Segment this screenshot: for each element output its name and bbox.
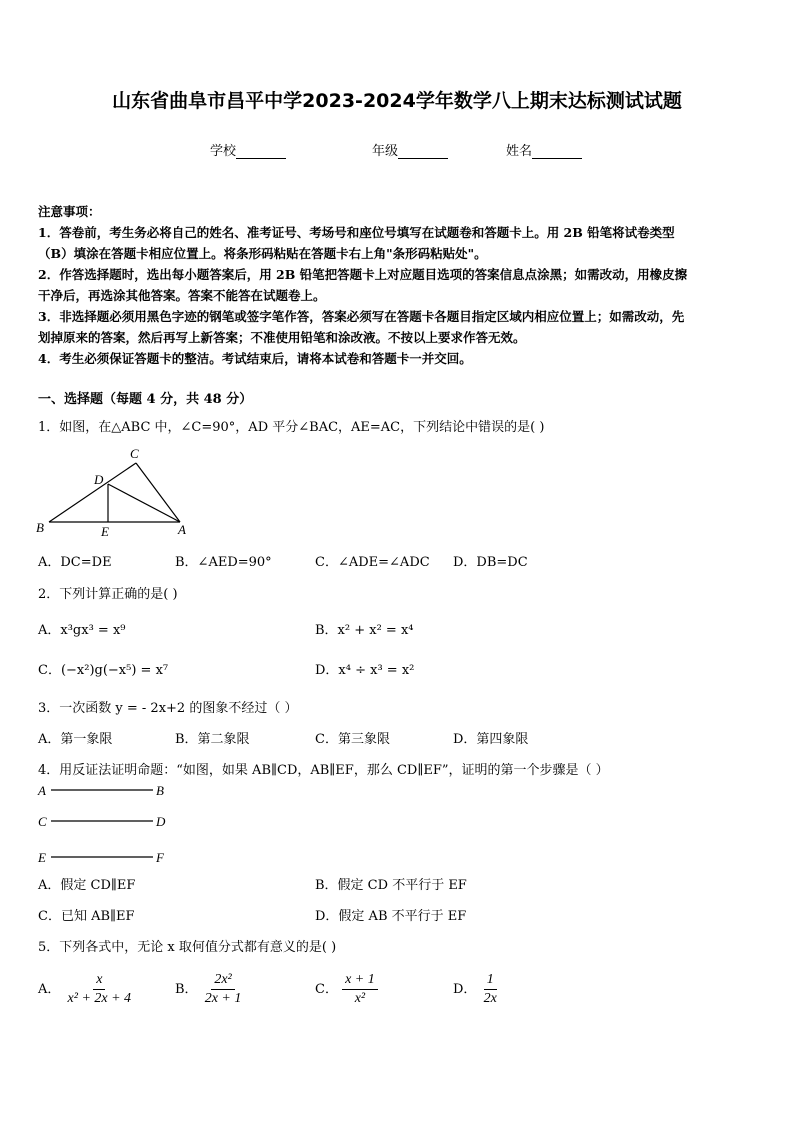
q5-a-denominator: x² + 2x + 4 [67,991,132,1006]
label-C: C [38,814,47,829]
q5-d-denominator: 2x [483,991,497,1006]
q4-stem: 4．用反证法证明命题：“如图，如果 AB∥CD，AB∥EF，那么 CD∥EF”，证明的第一个步骤是（ ） [38,763,609,778]
note-3a: 3．非选择题必须用黑色字迹的钢笔或签字笔作答，答案必须写在答题卡各题目指定区域内相应位置上；如需改动，先 [38,309,685,324]
school-field[interactable] [210,140,286,159]
notes-heading: 注意事项： [38,204,101,219]
note-3b: 划掉原来的答案，然后再写上新答案；不准使用铅笔和涂改液。不按以上要求作答无效。 [38,330,526,345]
q3-option-a[interactable]: A．第一象限 [38,732,113,747]
label-A: A [38,783,46,798]
q5-option-d[interactable] [453,972,500,1007]
q5-option-c[interactable] [315,972,378,1007]
label-C: C [130,446,139,461]
seg-CA [136,463,180,522]
q4-option-c[interactable]: C．已知 AB∥EF [38,909,135,924]
label-E: E [101,524,109,539]
q5-stem: 5．下列各式中，无论 x 取何值分式都有意义的是( ) [38,940,337,955]
label-D: D [156,814,166,829]
school-blank[interactable] [236,146,286,159]
q4-option-d[interactable]: D．假定 AB 不平行于 EF [315,909,467,924]
notes-block [38,201,760,369]
q5-d-numerator: 1 [484,972,497,990]
q5-option-b[interactable] [175,972,244,1007]
q5-option-b-letter: B． [175,982,198,997]
q5-b-numerator: 2x² [211,972,234,990]
q1-triangle-figure [30,444,200,539]
label-F: F [156,850,164,865]
q5-b-denominator: 2x + 1 [204,991,242,1006]
q4-parallel-lines-figure [34,780,184,870]
page-title: 山东省曲阜市昌平中学2023-2024学年数学八上期末达标测试试题 [112,90,682,112]
q3-option-c[interactable]: C．第三象限 [315,732,390,747]
grade-label: 年级 [372,144,399,159]
q5-c-numerator: x + 1 [342,972,378,990]
note-1a: 1．答卷前，考生务必将自己的姓名、准考证号、考场号和座位号填写在试题卷和答题卡上。用 2B 铅笔将试卷类型 [38,225,675,240]
q2-stem: 2．下列计算正确的是( ) [38,587,178,602]
label-B: B [156,783,164,798]
q1-stem: 1．如图，在△ABC 中，∠C=90°，AD 平分∠BAC，AE=AC，下列结论中错误的是( ) [38,420,545,435]
q2-option-d[interactable]: D．x⁴ ÷ x³ = x² [315,663,415,678]
grade-blank[interactable] [398,146,448,159]
q5-option-b-fraction [202,972,245,1007]
section-heading: 一、选择题（每题 4 分，共 48 分） [38,392,253,407]
q4-option-b[interactable]: B．假定 CD 不平行于 EF [315,878,467,893]
q1-option-a[interactable]: A．DC=DE [38,555,112,570]
school-label: 学校 [210,144,237,159]
q2-option-b[interactable]: B．x² + x² = x⁴ [315,623,414,638]
q3-stem: 3．一次函数 y = - 2x+2 的图象不经过（ ） [38,701,298,716]
name-field[interactable] [506,140,582,159]
note-4: 4．考生必须保证答题卡的整洁。考试结束后，请将本试卷和答题卡一并交回。 [38,351,472,366]
q5-a-numerator: x [93,972,105,990]
q1-option-d[interactable]: D．DB=DC [453,555,528,570]
name-label: 姓名 [506,144,533,159]
seg-AD [108,484,180,522]
q5-c-denominator: x² [354,991,366,1006]
grade-field[interactable] [372,140,448,159]
q4-option-a[interactable]: A．假定 CD∥EF [38,878,136,893]
note-2b: 干净后，再选涂其他答案。答案不能答在试题卷上。 [38,288,326,303]
q1-option-c[interactable]: C．∠ADE=∠ADC [315,555,430,570]
q5-option-c-letter: C． [315,982,338,997]
q5-option-c-fraction [342,972,378,1007]
label-D: D [94,472,104,487]
q3-option-b[interactable]: B．第二象限 [175,732,250,747]
note-1b: （B）填涂在答题卡相应位置上。将条形码粘贴在答题卡右上角"条形码粘贴处"。 [38,246,487,261]
q2-option-a[interactable]: A．x³gx³ = x⁹ [38,623,126,638]
label-B: B [36,520,44,535]
q2-option-c[interactable]: C．(−x²)g(−x⁵) = x⁷ [38,663,169,678]
q5-option-d-fraction [481,972,500,1007]
note-2a: 2．作答选择题时，选出每小题答案后，用 2B 铅笔把答题卡上对应题目选项的答案信息点涂黑；如需改动，用橡皮擦 [38,267,688,282]
q5-option-a-fraction [65,972,135,1007]
q5-option-a[interactable] [38,972,134,1007]
q3-option-d[interactable]: D．第四象限 [453,732,529,747]
label-E: E [38,850,46,865]
name-blank[interactable] [532,146,582,159]
q5-option-d-letter: D． [453,982,477,997]
label-A: A [178,522,186,537]
q5-option-a-letter: A． [38,982,61,997]
q1-option-b[interactable]: B．∠AED=90° [175,555,272,570]
